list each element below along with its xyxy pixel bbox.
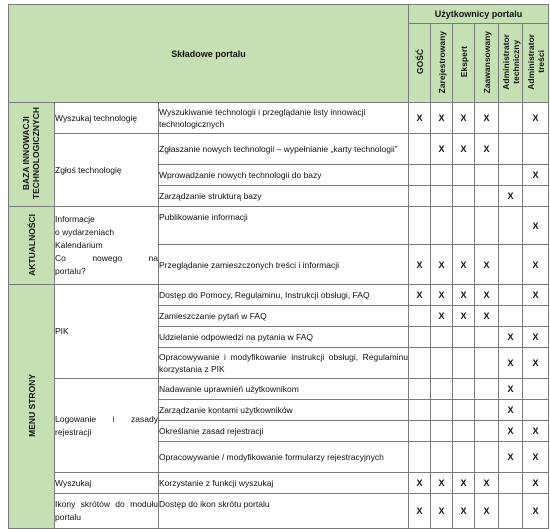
feature-label: Zamieszczanie pytań w FAQ xyxy=(159,306,409,327)
permission-cell: X xyxy=(475,306,499,327)
group-label: PIK xyxy=(55,285,159,379)
permission-cell xyxy=(453,348,475,379)
permission-cell xyxy=(431,421,453,442)
permission-cell: X xyxy=(409,285,431,306)
feature-label: Wyszukiwanie technologii i przeglądanie listy innowacji technologicznych xyxy=(159,103,409,134)
feature-label: Przeglądanie zamieszczonych treści i informacji xyxy=(159,245,409,285)
permission-cell xyxy=(499,245,523,285)
permission-cell: X xyxy=(475,245,499,285)
permission-cell: X xyxy=(523,285,549,306)
permission-cell: X xyxy=(431,473,453,494)
feature-label: Określanie zasad rejestracji xyxy=(159,421,409,442)
permission-cell xyxy=(475,207,499,245)
feature-label: Opracowywanie / modyfikowanie formularzy rejestracyjnych xyxy=(159,442,409,473)
permission-cell xyxy=(409,421,431,442)
group-label-line: Informacje xyxy=(55,214,95,224)
permission-cell: X xyxy=(431,134,453,165)
permission-cell xyxy=(523,400,549,421)
permission-cell: X xyxy=(453,306,475,327)
permission-cell xyxy=(409,348,431,379)
feature-label: Wprowadzanie nowych technologii do bazy xyxy=(159,165,409,186)
permission-cell: X xyxy=(523,494,549,529)
permission-cell: X xyxy=(409,473,431,494)
permission-cell xyxy=(409,207,431,245)
permission-cell xyxy=(453,400,475,421)
permissions-table-container xyxy=(8,4,548,529)
permission-cell xyxy=(453,379,475,400)
permission-cell xyxy=(431,442,453,473)
permission-cell: X xyxy=(475,494,499,529)
permission-cell: X xyxy=(499,442,523,473)
permission-cell: X xyxy=(499,379,523,400)
permission-cell: X xyxy=(475,103,499,134)
permission-cell xyxy=(475,400,499,421)
group-label: Wyszukaj xyxy=(55,473,159,494)
permission-cell xyxy=(431,165,453,186)
feature-label: Zarządzanie kontami użytkowników xyxy=(159,400,409,421)
table-row xyxy=(9,494,549,529)
role-header-guest: GOŚĆ xyxy=(409,24,431,103)
permission-cell: X xyxy=(523,348,549,379)
permission-cell xyxy=(409,306,431,327)
permission-cell xyxy=(475,186,499,207)
permission-cell: X xyxy=(453,245,475,285)
group-label-line: portalu? xyxy=(55,266,86,276)
permission-cell xyxy=(523,134,549,165)
feature-label: Zgłaszanie nowych technologii – wypełnianie „karty technologii” xyxy=(159,134,409,165)
group-label: Logowanie i zasady rejestracji xyxy=(55,379,159,473)
role-header-content-admin: Administrator treści xyxy=(523,24,549,103)
permission-cell xyxy=(453,186,475,207)
table-row xyxy=(9,134,549,165)
group-label: Zgłoś technologię xyxy=(55,134,159,207)
permission-cell xyxy=(453,207,475,245)
permission-cell: X xyxy=(523,165,549,186)
group-label: Wyszukaj technologię xyxy=(55,103,159,134)
permission-cell xyxy=(453,327,475,348)
permission-cell: X xyxy=(431,245,453,285)
permission-cell xyxy=(523,379,549,400)
permission-cell: X xyxy=(523,207,549,245)
permission-cell xyxy=(409,400,431,421)
permission-cell: X xyxy=(431,285,453,306)
permission-cell xyxy=(499,103,523,134)
permission-cell xyxy=(499,494,523,529)
permission-cell: X xyxy=(475,134,499,165)
permission-cell xyxy=(431,186,453,207)
permission-cell: X xyxy=(499,186,523,207)
permission-cell: X xyxy=(523,473,549,494)
group-label-line: o wydarzeniach xyxy=(55,227,115,237)
permission-cell: X xyxy=(523,327,549,348)
permission-cell: X xyxy=(523,245,549,285)
permission-cell xyxy=(499,134,523,165)
table-row xyxy=(9,285,549,306)
permission-cell xyxy=(475,379,499,400)
permission-cell xyxy=(475,165,499,186)
portal-users-header: Użytkownicy portalu xyxy=(409,5,549,24)
permissions-table xyxy=(8,4,549,529)
permission-cell xyxy=(431,400,453,421)
role-header-advanced: Zaawansowany xyxy=(475,24,499,103)
feature-label: Korzystanie z funkcji wyszukaj xyxy=(159,473,409,494)
feature-label: Dostęp do Pomocy, Regulaminu, Instrukcji obsługi, FAQ xyxy=(159,285,409,306)
role-header-registered: Zarejestrowany xyxy=(431,24,453,103)
group-label-line: Kalendarium xyxy=(55,240,103,250)
permission-cell: X xyxy=(409,494,431,529)
permission-cell xyxy=(453,421,475,442)
permission-cell: X xyxy=(475,285,499,306)
permission-cell xyxy=(499,473,523,494)
permission-cell xyxy=(475,442,499,473)
group-label: Ikony skrótów do modułu portalu xyxy=(55,494,159,529)
permission-cell xyxy=(499,165,523,186)
feature-label: Dostęp do ikon skrótu portalu xyxy=(159,494,409,529)
permission-cell: X xyxy=(523,103,549,134)
permission-cell xyxy=(499,285,523,306)
permission-cell xyxy=(523,186,549,207)
permission-cell xyxy=(409,134,431,165)
permission-cell xyxy=(409,379,431,400)
permission-cell: X xyxy=(475,473,499,494)
permission-cell xyxy=(499,306,523,327)
section-label-news: AKTUALNOŚCI xyxy=(9,207,55,285)
group-label-line: Co nowego na xyxy=(55,253,158,263)
feature-label: Opracowywanie i modyfikowanie instrukcji obsługi, Regulaminu korzystania z PIK xyxy=(159,348,409,379)
role-header-expert: Ekspert xyxy=(453,24,475,103)
permission-cell: X xyxy=(431,306,453,327)
permission-cell xyxy=(409,186,431,207)
permission-cell: X xyxy=(409,245,431,285)
permission-cell xyxy=(409,442,431,473)
permission-cell: X xyxy=(499,421,523,442)
permission-cell: X xyxy=(523,442,549,473)
table-row xyxy=(9,207,549,245)
permission-cell xyxy=(499,207,523,245)
permission-cell: X xyxy=(499,400,523,421)
permission-cell xyxy=(409,165,431,186)
feature-label: Nadawanie uprawnień użytkownikom xyxy=(159,379,409,400)
permission-cell xyxy=(523,306,549,327)
permission-cell: X xyxy=(453,134,475,165)
permission-cell: X xyxy=(453,473,475,494)
permission-cell: X xyxy=(409,103,431,134)
table-row xyxy=(9,103,549,134)
permission-cell xyxy=(409,327,431,348)
table-row xyxy=(9,473,549,494)
feature-label: Udzielanie odpowiedzi na pytania w FAQ xyxy=(159,327,409,348)
permission-cell xyxy=(475,327,499,348)
permission-cell xyxy=(431,348,453,379)
permission-cell: X xyxy=(453,285,475,306)
permission-cell: X xyxy=(431,494,453,529)
feature-label: Zarządzanie strukturą bazy xyxy=(159,186,409,207)
permission-cell xyxy=(431,327,453,348)
permission-cell: X xyxy=(431,103,453,134)
permission-cell: X xyxy=(499,348,523,379)
permission-cell xyxy=(453,442,475,473)
feature-label: Publikowanie informacji xyxy=(159,207,409,245)
permission-cell: X xyxy=(453,494,475,529)
section-label-site-menu: MENU STRONY xyxy=(9,285,55,529)
permission-cell xyxy=(475,348,499,379)
permission-cell xyxy=(475,421,499,442)
table-row xyxy=(9,379,549,400)
permission-cell xyxy=(453,165,475,186)
permission-cell: X xyxy=(499,327,523,348)
permission-cell xyxy=(431,379,453,400)
group-label xyxy=(55,207,159,285)
permission-cell xyxy=(431,207,453,245)
role-header-tech-admin: Administrator techniczny xyxy=(499,24,523,103)
permission-cell: X xyxy=(523,421,549,442)
portal-components-header: Składowe portalu xyxy=(9,5,409,103)
section-label-innovation-base: BAZA INNOWACJI TECHNOLOGICZNYCH xyxy=(9,103,55,207)
permission-cell: X xyxy=(453,103,475,134)
